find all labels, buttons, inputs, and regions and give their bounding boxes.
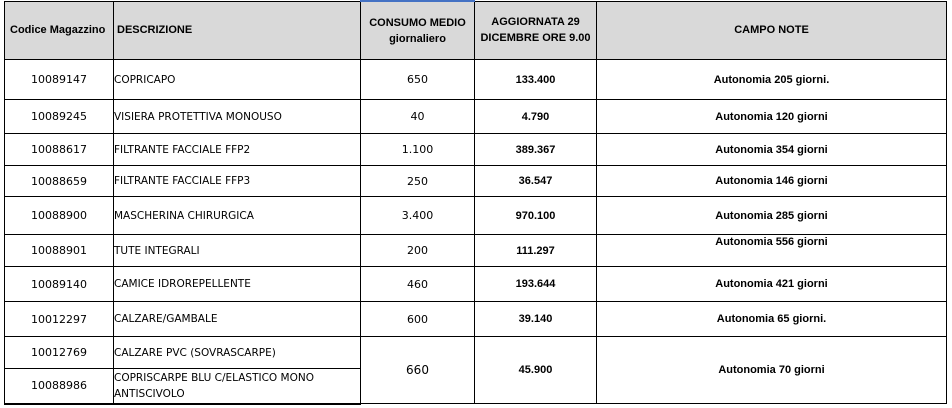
cell-stock[interactable]: 39.140: [475, 302, 597, 337]
table-row: [5, 235, 947, 267]
cell-code[interactable]: 10088901: [5, 235, 114, 267]
table-row: [5, 134, 947, 166]
cell-note[interactable]: Autonomia 556 giorni: [597, 235, 947, 267]
cell-note[interactable]: Autonomia 354 giorni: [597, 134, 947, 166]
table-row: [5, 197, 947, 235]
cell-consumption-merged[interactable]: 660: [361, 337, 475, 404]
cell-consumption[interactable]: 1.100: [361, 134, 475, 166]
cell-stock[interactable]: 4.790: [475, 100, 597, 134]
cell-code[interactable]: 10012297: [5, 302, 114, 337]
header-consumption[interactable]: CONSUMO MEDIO giornaliero: [361, 1, 475, 60]
cell-description[interactable]: TUTE INTEGRALI: [114, 235, 361, 267]
cell-consumption[interactable]: 3.400: [361, 197, 475, 235]
cell-consumption[interactable]: 250: [361, 166, 475, 197]
table-row: [5, 60, 947, 100]
cell-stock[interactable]: 111.297: [475, 235, 597, 267]
inventory-table: [4, 0, 947, 405]
cell-note[interactable]: Autonomia 120 giorni: [597, 100, 947, 134]
cell-description[interactable]: COPRISCARPE BLU C/ELASTICO MONO ANTISCIVOLO: [114, 369, 361, 404]
table-row: [5, 337, 947, 369]
table-row: [5, 100, 947, 134]
cell-consumption[interactable]: 40: [361, 100, 475, 134]
cell-code[interactable]: 10089140: [5, 267, 114, 302]
cell-code[interactable]: 10088900: [5, 197, 114, 235]
cell-stock-merged[interactable]: 45.900: [475, 337, 597, 404]
header-code[interactable]: Codice Magazzino: [5, 1, 114, 60]
cell-code[interactable]: 10012769: [5, 337, 114, 369]
cell-code[interactable]: 10089245: [5, 100, 114, 134]
cell-note[interactable]: Autonomia 285 giorni: [597, 197, 947, 235]
cell-description[interactable]: CALZARE PVC (SOVRASCARPE): [114, 337, 361, 369]
cell-code[interactable]: 10089147: [5, 60, 114, 100]
cell-code[interactable]: 10088986: [5, 369, 114, 404]
cell-description[interactable]: COPRICAPO: [114, 60, 361, 100]
header-updated[interactable]: AGGIORNATA 29 DICEMBRE ORE 9.00: [475, 1, 597, 60]
cell-note[interactable]: Autonomia 205 giorni.: [597, 60, 947, 100]
cell-description[interactable]: MASCHERINA CHIRURGICA: [114, 197, 361, 235]
cell-description[interactable]: CALZARE/GAMBALE: [114, 302, 361, 337]
cell-code[interactable]: 10088617: [5, 134, 114, 166]
header-row: [5, 1, 947, 60]
cell-stock[interactable]: 389.367: [475, 134, 597, 166]
cell-stock[interactable]: 36.547: [475, 166, 597, 197]
cell-note[interactable]: Autonomia 146 giorni: [597, 166, 947, 197]
cell-consumption[interactable]: 200: [361, 235, 475, 267]
header-description[interactable]: DESCRIZIONE: [114, 1, 361, 60]
table-row: [5, 302, 947, 337]
cell-note[interactable]: Autonomia 421 giorni: [597, 267, 947, 302]
cell-description[interactable]: VISIERA PROTETTIVA MONOUSO: [114, 100, 361, 134]
cell-consumption[interactable]: 600: [361, 302, 475, 337]
table-row: [5, 166, 947, 197]
cell-note-merged[interactable]: Autonomia 70 giorni: [597, 337, 947, 404]
cell-note[interactable]: Autonomia 65 giorni.: [597, 302, 947, 337]
header-notes[interactable]: CAMPO NOTE: [597, 1, 947, 60]
cell-stock[interactable]: 193.644: [475, 267, 597, 302]
cell-description[interactable]: FILTRANTE FACCIALE FFP3: [114, 166, 361, 197]
cell-description[interactable]: FILTRANTE FACCIALE FFP2: [114, 134, 361, 166]
cell-description[interactable]: CAMICE IDROREPELLENTE: [114, 267, 361, 302]
table-row: [5, 267, 947, 302]
cell-consumption[interactable]: 650: [361, 60, 475, 100]
cell-stock[interactable]: 133.400: [475, 60, 597, 100]
cell-code[interactable]: 10088659: [5, 166, 114, 197]
cell-stock[interactable]: 970.100: [475, 197, 597, 235]
cell-consumption[interactable]: 460: [361, 267, 475, 302]
